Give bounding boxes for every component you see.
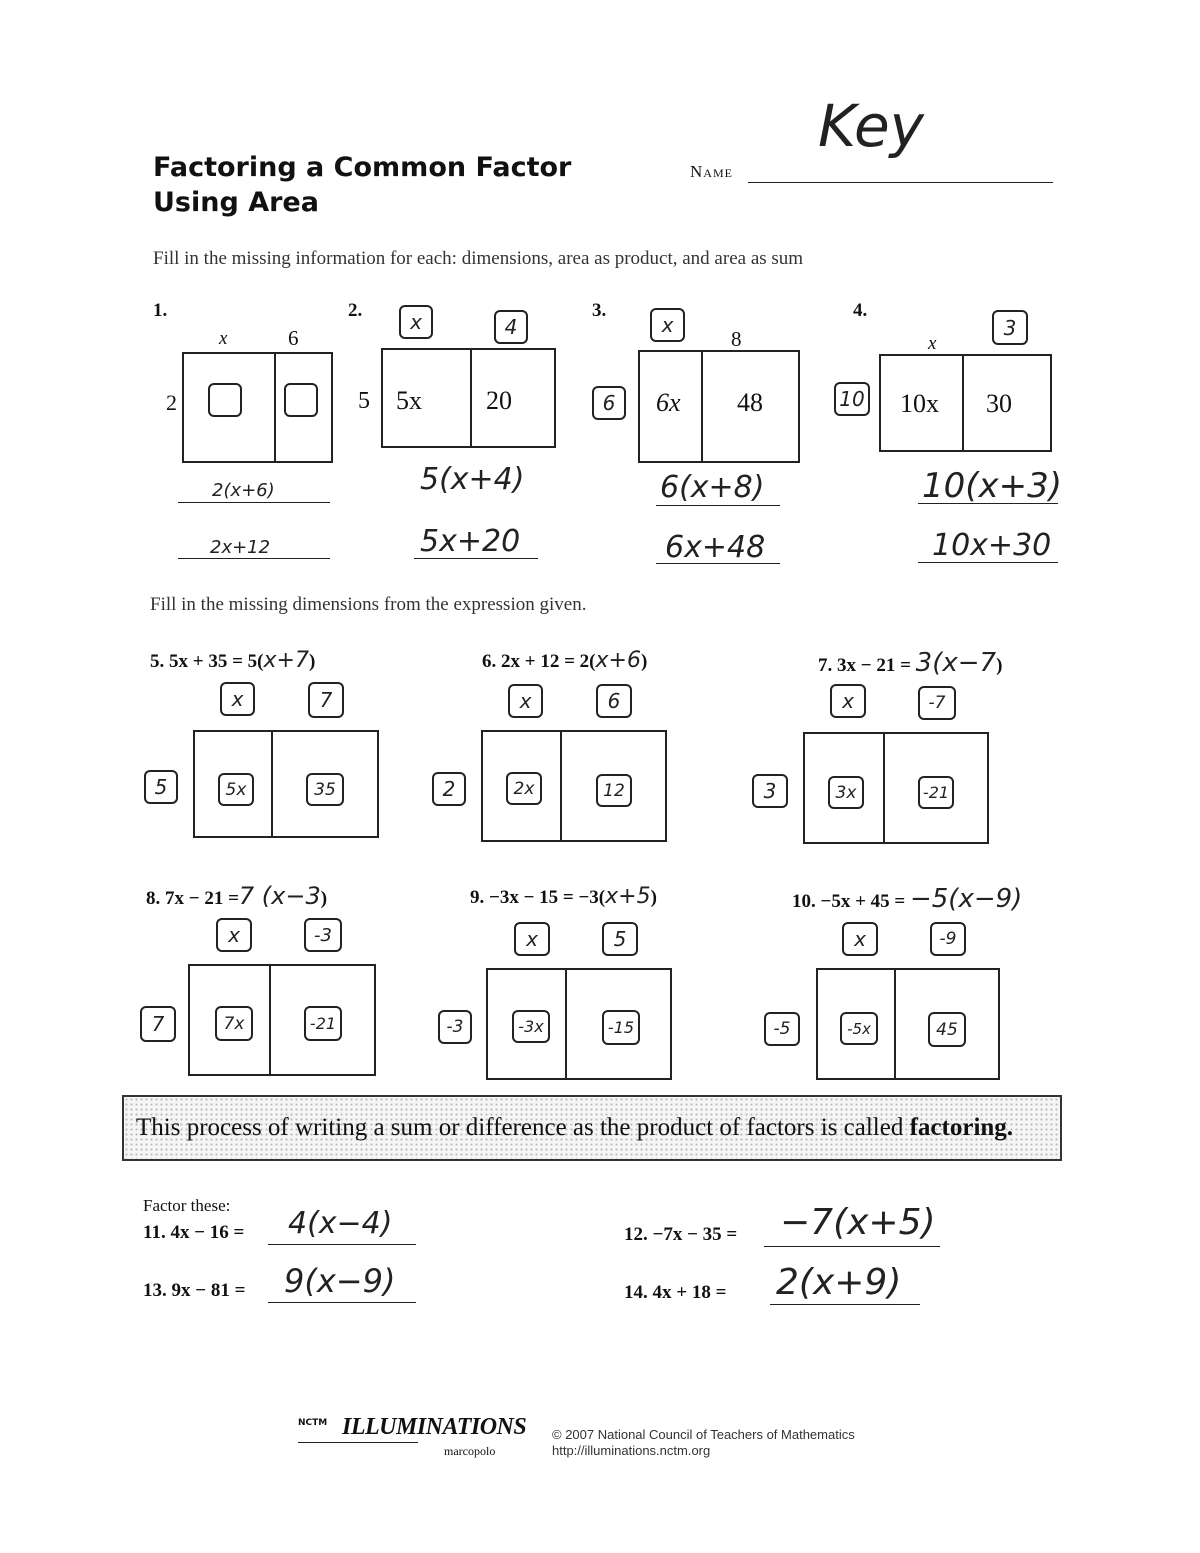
answer-line (268, 1302, 416, 1303)
copyright-text: © 2007 National Council of Teachers of Mathematics (552, 1427, 855, 1442)
blank-box-left[interactable] (208, 383, 242, 417)
dim-top-left[interactable]: x (830, 684, 866, 718)
cell-left[interactable]: 2x (506, 772, 542, 805)
equation: 7. 3x − 21 = (818, 655, 911, 676)
dim-top-right[interactable]: 4 (494, 310, 528, 344)
area-sum: 6x+48 (665, 530, 766, 565)
answer-line (414, 558, 538, 559)
area-product: 5(x+4) (420, 462, 525, 497)
answer: x+6 (595, 648, 641, 673)
answer-line (918, 503, 1058, 504)
equation: 12. −7x − 35 = (624, 1224, 738, 1245)
problem-number: 2. (348, 300, 363, 321)
section3-heading: Factor these: (143, 1196, 231, 1215)
dim-top-left[interactable]: x (508, 684, 543, 718)
dim-side: 2 (166, 390, 177, 415)
close-paren: ) (320, 888, 328, 909)
dim-top-right[interactable]: 3 (992, 310, 1028, 345)
close-paren: ) (996, 655, 1003, 676)
answer: x+5 (605, 884, 651, 909)
answer: 2(x+9) (776, 1262, 902, 1303)
title-line-1: Factoring a Common Factor (153, 152, 572, 183)
page-title (153, 150, 571, 220)
answer-line (770, 1304, 920, 1305)
answer-line (178, 502, 330, 503)
banner-text: This process of writing a sum or difference as the product of factors is called (136, 1114, 904, 1141)
nctm-mark-icon: NCTM (298, 1418, 328, 1428)
cell-right: 30 (986, 389, 1012, 418)
dim-top-left[interactable]: x (216, 918, 252, 952)
answer: −7(x+5) (780, 1202, 936, 1243)
dim-side: 5 (358, 388, 370, 414)
dim-side[interactable]: 3 (752, 774, 788, 808)
area-product: 6(x+8) (660, 470, 765, 505)
area-product: 10(x+3) (922, 466, 1063, 506)
equation: 14. 4x + 18 = (624, 1282, 727, 1303)
problem-number: 3. (592, 300, 607, 321)
section1-instruction: Fill in the missing information for each: dimensions, area as product, and area as sum (153, 248, 804, 269)
dim-top-right[interactable]: 5 (602, 922, 638, 956)
area-sum: 10x+30 (932, 528, 1052, 563)
area-sum: 2x+12 (210, 537, 271, 558)
equation: 10. −5x + 45 = (792, 891, 906, 912)
blank-box-right[interactable] (284, 383, 318, 417)
dim-top-left[interactable]: x (650, 308, 685, 342)
logo-text: ILLUMINATIONS (342, 1414, 527, 1440)
answer-line (178, 558, 330, 559)
dim-top-right[interactable]: -3 (304, 918, 342, 952)
area-divider (271, 730, 273, 838)
dim-top-left[interactable]: x (842, 922, 878, 956)
dim-top-right[interactable]: 6 (596, 684, 632, 718)
answer: 3(x−7 (915, 648, 997, 678)
close-paren: ) (650, 887, 657, 908)
cell-left[interactable]: -3x (512, 1010, 550, 1043)
area-divider (962, 354, 964, 452)
area-divider (565, 968, 567, 1080)
answer: −5(x−9) (909, 884, 1023, 914)
dim-top-left[interactable]: x (220, 682, 255, 716)
answer-line (764, 1246, 940, 1247)
logo-sub: marcopolo (444, 1444, 496, 1458)
cell-right[interactable]: -21 (304, 1006, 342, 1041)
footer-url: http://illuminations.nctm.org (552, 1443, 711, 1458)
area-sum: 5x+20 (420, 524, 521, 559)
title-line-2: Using Area (153, 187, 319, 218)
dim-top-left[interactable]: x (399, 305, 433, 339)
equation: 8. 7x − 21 = (146, 888, 239, 909)
area-divider (701, 350, 703, 463)
cell-right: 20 (486, 386, 512, 415)
illuminations-logo (298, 1414, 527, 1464)
dim-side[interactable]: 5 (144, 770, 178, 804)
cell-left[interactable]: 3x (828, 776, 864, 809)
equation: 9. −3x − 15 = −3( (470, 887, 606, 908)
area-product: 2(x+6) (212, 480, 275, 501)
name-value: Key (818, 92, 924, 160)
cell-right[interactable]: -15 (602, 1010, 640, 1045)
answer: 4(x−4) (288, 1206, 393, 1241)
section2-instruction: Fill in the missing dimensions from the expression given. (150, 594, 587, 615)
cell-left: 5x (396, 386, 422, 415)
answer: x+7 (263, 648, 309, 673)
dim-top-right[interactable]: -7 (918, 686, 956, 720)
dim-top-left[interactable]: x (514, 922, 550, 956)
area-divider (470, 348, 472, 448)
dim-side[interactable]: 10 (834, 382, 870, 416)
dim-top-right[interactable]: 7 (308, 682, 344, 718)
equation: 13. 9x − 81 = (143, 1280, 246, 1301)
dim-top-right: 8 (731, 327, 742, 351)
answer: 9(x−9) (284, 1262, 396, 1300)
cell-right: 48 (737, 388, 763, 417)
answer-line (918, 562, 1058, 563)
close-paren: ) (640, 651, 648, 672)
area-divider (560, 730, 562, 842)
dim-side[interactable]: -5 (764, 1012, 800, 1046)
cell-left: 10x (900, 389, 939, 418)
area-divider (883, 732, 885, 844)
dim-side[interactable]: -3 (438, 1010, 472, 1044)
cell-right[interactable]: 12 (596, 774, 632, 807)
cell-right[interactable]: -21 (918, 776, 954, 809)
area-divider (894, 968, 896, 1080)
name-line (748, 182, 1053, 183)
equation: 5. 5x + 35 = 5( (150, 651, 264, 672)
cell-left[interactable]: 7x (215, 1006, 253, 1041)
close-paren: ) (308, 651, 316, 672)
area-divider (269, 964, 271, 1076)
answer-line (268, 1244, 416, 1245)
dim-top-left: x (928, 333, 937, 354)
dim-side[interactable]: 7 (140, 1006, 176, 1042)
banner-bold-word: factoring. (909, 1114, 1014, 1141)
logo-rule (298, 1442, 418, 1443)
answer: 7 (x−3 (238, 882, 321, 910)
cell-left[interactable]: -5x (840, 1012, 878, 1045)
cell-left: 6x (656, 388, 681, 417)
name-label: Name (690, 162, 733, 181)
area-divider (274, 352, 276, 463)
cell-right[interactable]: 45 (928, 1012, 966, 1047)
problem-number: 4. (853, 300, 868, 321)
answer-line (656, 563, 780, 564)
cell-left[interactable]: 5x (218, 773, 254, 806)
equation: 6. 2x + 12 = 2( (482, 651, 596, 672)
problem-number: 1. (153, 300, 168, 321)
cell-right[interactable]: 35 (306, 773, 344, 806)
dim-side[interactable]: 2 (432, 772, 466, 806)
definition-banner (122, 1095, 1062, 1161)
dim-top-left: x (219, 328, 228, 349)
dim-side[interactable]: 6 (592, 386, 626, 420)
answer-line (656, 505, 780, 506)
dim-top-right[interactable]: -9 (930, 922, 966, 956)
equation: 11. 4x − 16 = (143, 1222, 245, 1243)
dim-top-right: 6 (288, 326, 299, 350)
